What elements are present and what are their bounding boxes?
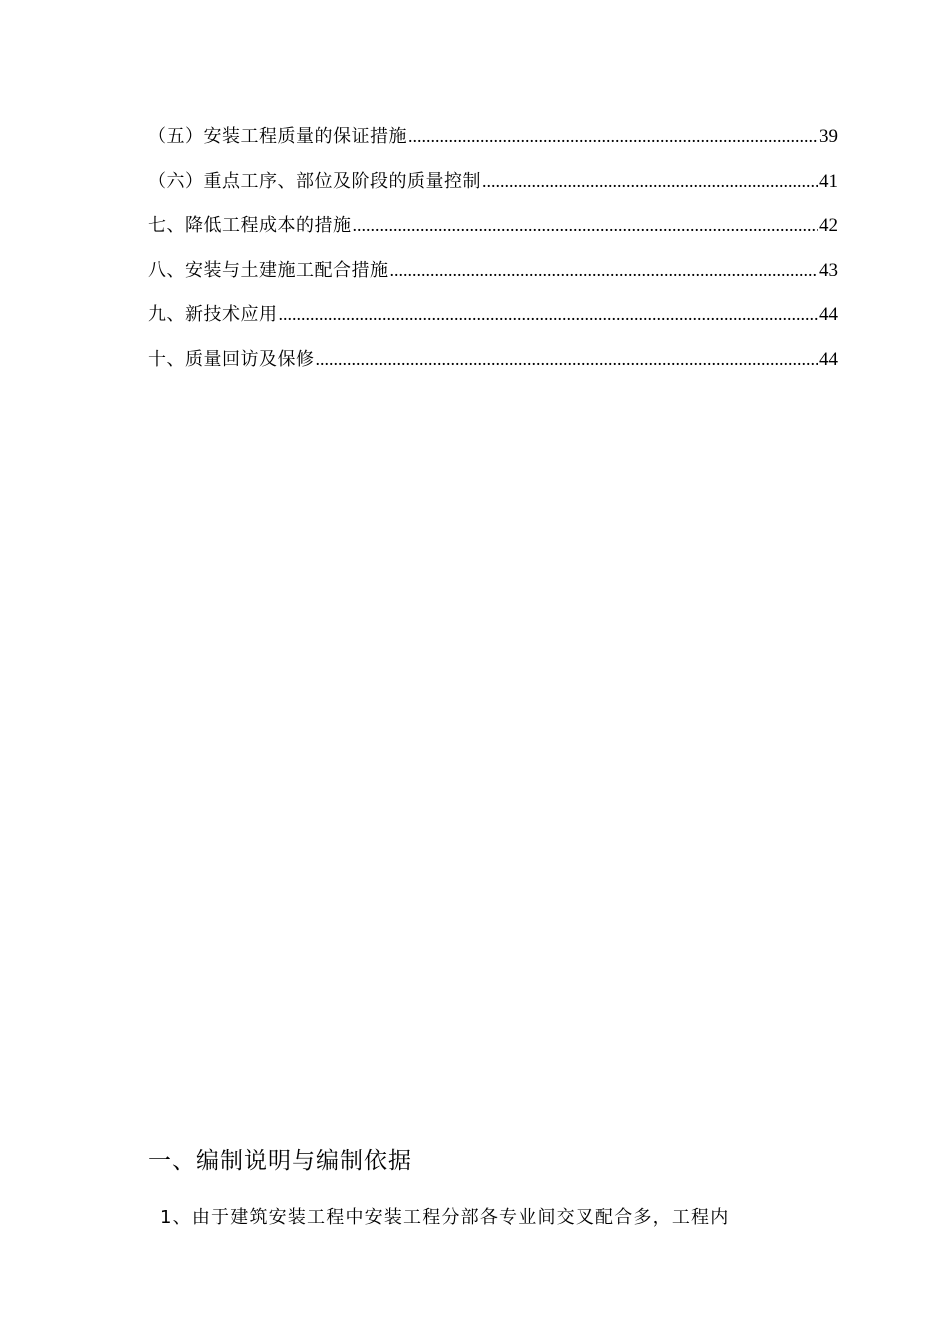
toc-entry-title: 七、降低工程成本的措施 [148,215,352,237]
toc-page-number: 44 [819,348,838,370]
toc-entry-title: 八、安装与土建施工配合措施 [148,259,389,281]
toc-entry[interactable] [148,167,838,212]
toc-dot-leader [279,304,819,325]
toc-dot-leader [408,126,818,147]
section-heading: 一、编制说明与编制依据 [148,1148,412,1174]
toc-entry[interactable] [148,122,838,167]
toc-page-number: 43 [819,259,838,281]
toc-dot-leader [353,215,819,236]
toc-dot-leader [390,260,819,281]
toc-page-number: 41 [819,170,838,192]
toc-entry-title: （五）安装工程质量的保证措施 [148,126,407,147]
toc-dot-leader [316,349,819,370]
toc-entry-title: 十、质量回访及保修 [148,348,315,370]
toc-page-number: 42 [819,215,838,237]
toc-dot-leader [482,171,818,192]
toc-page-number: 39 [819,126,838,147]
toc-entry-title: 九、新技术应用 [148,304,278,326]
toc-entry[interactable] [148,256,838,301]
toc-entry[interactable] [148,300,838,345]
toc-entry[interactable] [148,345,838,390]
table-of-contents [148,122,838,390]
toc-entry[interactable] [148,211,838,256]
toc-page-number: 44 [819,304,838,326]
body-paragraph: 1、由于建筑安装工程中安装工程分部各专业间交叉配合多，工程内 [160,1207,730,1228]
toc-entry-title: （六）重点工序、部位及阶段的质量控制 [148,170,481,192]
